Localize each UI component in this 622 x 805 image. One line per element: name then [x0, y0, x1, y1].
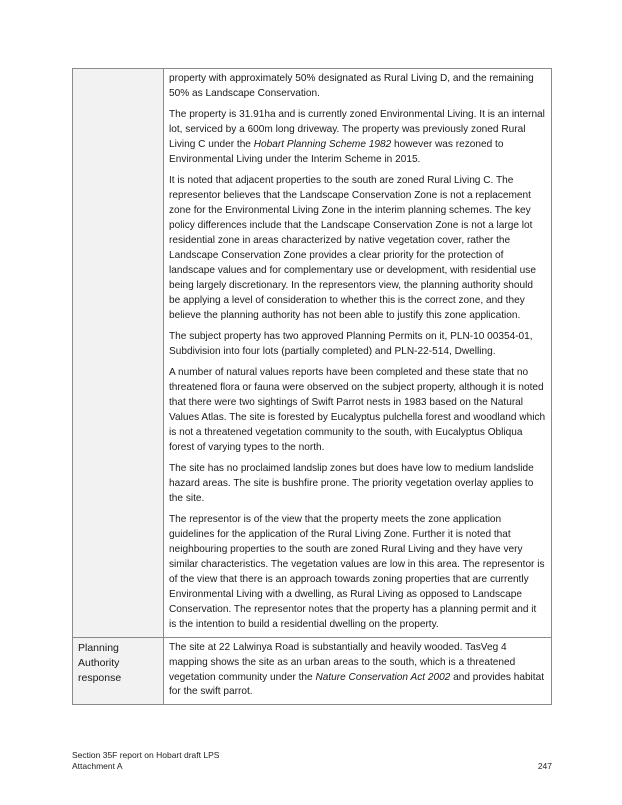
footer-caption [72, 750, 219, 772]
paragraph: property with approximately 50% designated as Rural Living D, and the remaining 50% as Landscape Conservation. [169, 73, 534, 99]
scheme-title: Hobart Planning Scheme 1982 [253, 139, 392, 151]
act-title: Nature Conservation Act 2002 [315, 671, 451, 683]
row-label-cell [73, 69, 164, 638]
planning-authority-response-label: Planning Authority response [73, 637, 164, 705]
footer-report-title: Section 35F report on Hobart draft LPS [72, 750, 220, 760]
paragraph: The subject property has two approved Planning Permits on it, PLN-10 00354-01, Subdivision into four lots (partially completed) and PLN-22-514, Dwelling. [169, 331, 533, 357]
paragraph: The site has no proclaimed landslip zones but does have low to medium landslide hazard areas. The site is bushfire prone. The priority vegetation overlay applies to the site. [169, 463, 534, 505]
paragraph: The property is 31.91ha and is currently zoned Environmental Living. It is an internal lot, serviced by a 600m long driveway. The property was previously zoned Rural Living C under the Hobart Planning Scheme 1982 however was rezoned to Environmental Living under the Interim Scheme in 2015. [169, 109, 545, 166]
table-row [73, 637, 552, 705]
table-row [73, 69, 552, 638]
planning-authority-response-content [164, 637, 552, 705]
footer-attachment: Attachment A [72, 761, 123, 771]
paragraph: It is noted that adjacent properties to the south are zoned Rural Living C. The representor believes that the Landscape Conservation Zone is not a replacement zone for the Environmental Living Zone in the interim planning schemes. The key policy differences include that the Landscape Conservation Zone is not a large lot residential zone in areas characterized by native vegetation cover, rather the Landscape Conservation Zone provides a clear priority for the protection of landscape values and for complementary use or development, with residential use being largely discretionary. In the representors view, the planning authority should be applying a level of consideration to whether this is the correct zone, and they believe the planning authority has not been able to justify this zone application. [169, 175, 536, 321]
paragraph: The representor is of the view that the property meets the zone application guidelines for the application of the Rural Living Zone. Further it is noted that neighbouring properties to the south are zoned Rural Living and they have very similar characteristics. The vegetation values are low in this area. The representor is of the view that there is an approach towards zoning properties that are currently Environmental Living with a dwelling, as Rural Living as opposed to Landscape Conservation. The representor notes that the property has a planning permit and it is the intention to build a residential dwelling on the property. [169, 514, 545, 630]
paragraph: A number of natural values reports have been completed and these state that no threatened flora or fauna were observed on the subject property, although it is noted that there were two sightings of Swift Parrot nests in 1983 based on the Natural Values Atlas. The site is forested by Eucalyptus pulchella forest and woodland which is not a threatened vegetation community to the south, with Eucalyptus Obliqua forest of varying types to the north. [169, 367, 546, 453]
paragraph: The site at 22 Lalwinya Road is substantially and heavily wooded. TasVeg 4 mapping shows the site as an urban areas to the south, which is a threatened vegetation community under the Nature Conservation Act 2002 and provides habitat for the swift parrot. [169, 641, 545, 698]
row-content-cell [164, 69, 552, 638]
representation-table [72, 68, 552, 705]
page-number: 247 [537, 761, 552, 771]
